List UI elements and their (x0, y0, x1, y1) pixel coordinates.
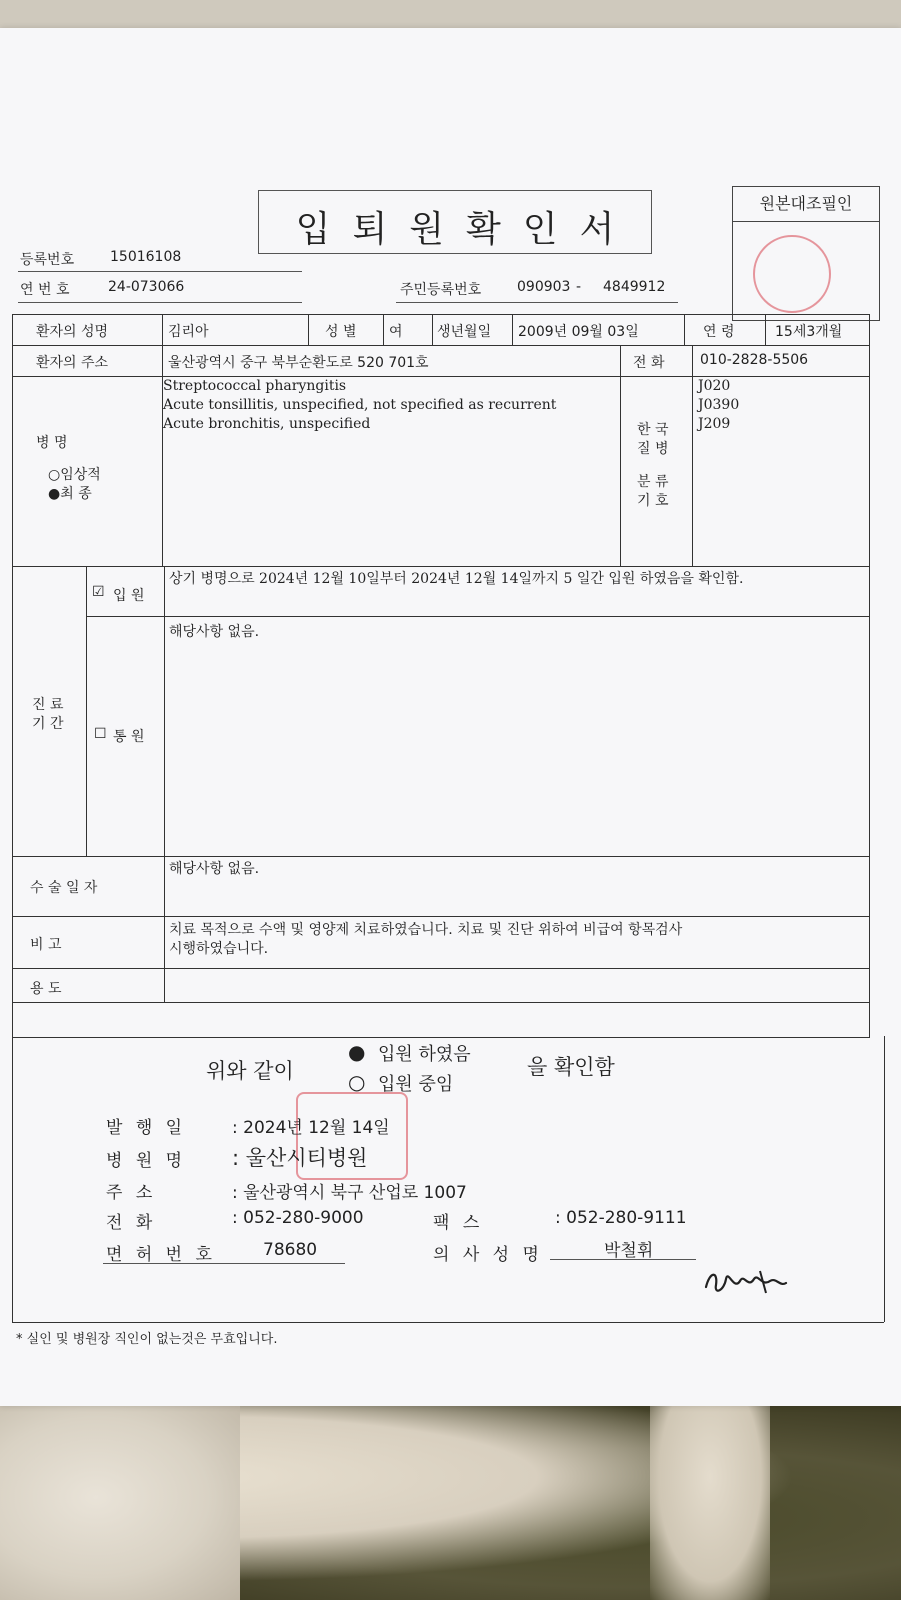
confirm-option-2: 입원 중임 (378, 1074, 454, 1095)
row-divider (12, 376, 870, 377)
hospital-tel-value: : 052-280-9000 (232, 1208, 364, 1228)
row-divider (12, 1002, 870, 1003)
col-divider (383, 314, 384, 345)
diagnosis-option-final: ●최 종 (48, 486, 92, 502)
period-label-2: 기 간 (32, 716, 64, 732)
period-label-1: 진 료 (32, 697, 64, 713)
col-divider (164, 566, 165, 1002)
outpatient-label: 통 원 (113, 729, 145, 745)
serial-value: 24-073066 (108, 279, 185, 295)
confirm-option-2-mark: ○ (348, 1070, 366, 1094)
patient-name: 김리아 (168, 324, 209, 340)
issue-date-value: : 2024년 12월 14일 (232, 1118, 390, 1138)
row-divider (86, 616, 870, 617)
hospital-fax-value: : 052-280-9111 (555, 1208, 687, 1228)
hospital-address-value: : 울산광역시 북구 산업로 1007 (232, 1183, 467, 1203)
footnote: * 실인 및 병원장 직인이 없는것은 무효입니다. (16, 1332, 278, 1347)
confirm-prefix: 위와 같이 (206, 1059, 294, 1083)
dob-value: 2009년 09월 03일 (518, 324, 639, 340)
inpatient-text: 상기 병명으로 2024년 12월 10일부터 2024년 12월 14일까지 5 일간 입원 하였음을 확인함. (169, 571, 744, 587)
dob-label: 생년월일 (437, 324, 492, 340)
address-value: 울산광역시 중구 북부순환도로 520 701호 (168, 355, 429, 371)
issue-date-label: 발 행 일 (106, 1118, 187, 1138)
kcd-code-1: J020 (698, 378, 731, 394)
col-divider (512, 314, 513, 345)
remarks-label: 비 고 (30, 937, 62, 953)
purpose-label: 용 도 (30, 981, 62, 997)
serial-label: 연 번 호 (20, 282, 70, 298)
hospital-name-value: : 울산시티병원 (232, 1146, 368, 1170)
original-stamp-caption: 원본대조필인 (733, 187, 879, 222)
diagnosis-option-clinical: ○임상적 (48, 467, 101, 483)
kcd-label-4: 기 호 (637, 493, 669, 509)
col-divider (765, 314, 766, 345)
rrn-back: 4849912 (603, 279, 666, 295)
hospital-address-label: 주 소 (106, 1183, 157, 1203)
frame-edge (12, 1322, 884, 1323)
background-fur-left (0, 1395, 240, 1600)
kcd-label-1: 한 국 (637, 422, 669, 438)
kcd-code-2: J0390 (698, 397, 740, 413)
surgery-text: 해당사항 없음. (169, 861, 260, 877)
hospital-tel-label: 전 화 (106, 1213, 157, 1233)
rrn-underline (396, 302, 678, 303)
col-divider (308, 314, 309, 345)
sex-label: 성 별 (325, 324, 357, 340)
document-paper (0, 28, 901, 1406)
doctor-name: 박철휘 (604, 1241, 654, 1261)
col-divider (86, 566, 87, 856)
diagnosis-label: 병 명 (36, 435, 68, 451)
hospital-fax-label: 팩 스 (433, 1213, 484, 1233)
col-divider (162, 314, 163, 566)
row-divider (12, 968, 870, 969)
reg-no-value: 15016108 (110, 249, 182, 265)
inpatient-label: 입 원 (113, 588, 145, 604)
outpatient-checkbox[interactable]: ☐ (94, 726, 107, 742)
age-value: 15세3개월 (775, 324, 843, 340)
inpatient-checkbox[interactable]: ☑ (92, 584, 105, 600)
license-label: 면 허 번 호 (106, 1245, 216, 1265)
confirm-suffix: 을 확인함 (527, 1055, 615, 1079)
document-title: 입퇴원확인서 (295, 209, 637, 250)
col-divider (684, 314, 685, 345)
sex-value: 여 (389, 324, 403, 340)
diagnosis-line-3: Acute bronchitis, unspecified (163, 416, 371, 432)
phone-value: 010-2828-5506 (700, 352, 809, 368)
address-label: 환자의 주소 (36, 355, 109, 371)
remarks-line-1: 치료 목적으로 수액 및 영양제 치료하였습니다. 치료 및 진단 위하여 비급여 항목검사 (169, 922, 683, 938)
row-divider (12, 345, 870, 346)
background-fur-right (650, 1395, 770, 1600)
outpatient-text: 해당사항 없음. (169, 624, 260, 640)
original-stamp-box (732, 186, 880, 321)
patient-name-label: 환자의 성명 (36, 324, 109, 340)
doctor-signature-icon (700, 1261, 792, 1301)
row-divider (12, 916, 870, 917)
hospital-name-label: 병 원 명 (106, 1151, 187, 1171)
license-value: 78680 (263, 1240, 318, 1260)
diagnosis-line-2: Acute tonsillitis, unspecified, not specified as recurrent (163, 397, 557, 413)
kcd-code-3: J209 (698, 416, 731, 432)
doctor-label: 의 사 성 명 (433, 1245, 543, 1265)
kcd-label-3: 분 류 (637, 474, 669, 490)
doctor-underline (550, 1259, 696, 1260)
row-divider (12, 566, 870, 567)
serial-underline (18, 302, 302, 303)
confirm-option-1: 입원 하였음 (378, 1044, 471, 1065)
reg-no-label: 등록번호 (20, 252, 75, 268)
frame-edge (12, 1036, 13, 1322)
col-divider (432, 314, 433, 345)
kcd-label-2: 질 병 (637, 441, 669, 457)
phone-label: 전 화 (633, 355, 665, 371)
col-divider (620, 345, 621, 566)
rrn-front: 090903 (517, 279, 571, 295)
verification-seal-icon (753, 235, 831, 313)
remarks-line-2: 시행하였습니다. (169, 941, 269, 957)
diagnosis-line-1: Streptococcal pharyngitis (163, 378, 347, 394)
col-divider (692, 345, 693, 566)
rrn-label: 주민등록번호 (400, 282, 482, 298)
surgery-label: 수 술 일 자 (30, 880, 98, 896)
reg-no-underline (18, 271, 302, 272)
rrn-separator: - (576, 279, 582, 295)
frame-edge (884, 1036, 885, 1322)
document-title-box (258, 190, 652, 254)
row-divider (12, 856, 870, 857)
license-underline (103, 1263, 345, 1264)
confirm-option-1-mark: ● (348, 1040, 366, 1064)
age-label: 연 령 (703, 324, 735, 340)
